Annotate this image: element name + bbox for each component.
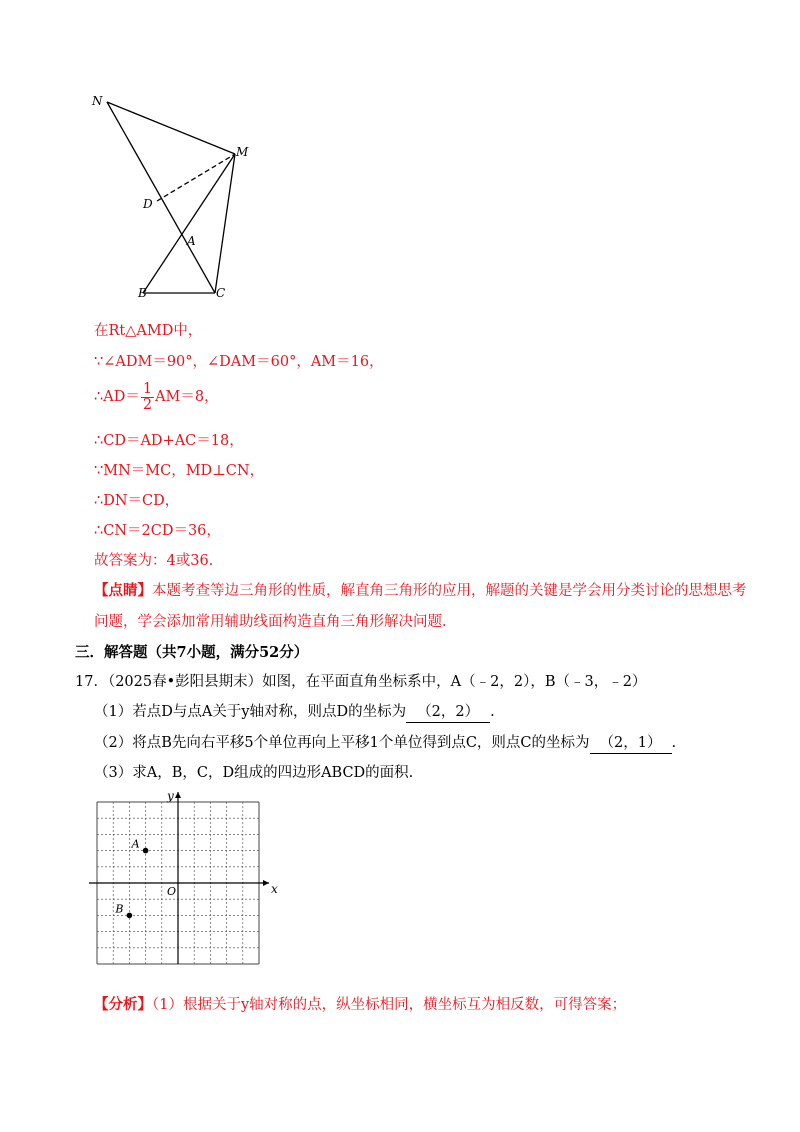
y-axis-arrow (175, 792, 181, 798)
comment-line-1 (94, 581, 747, 601)
comment-tag: 【点睛】 (94, 582, 152, 599)
solution-line-4: ∴CD＝AD+AC＝18， (94, 433, 244, 449)
problem-17-part-1: （1）若点D与点A关于y轴对称，则点D的坐标为 （2，2） . (94, 702, 495, 723)
solution-line-2: ∵∠ADM＝90°，∠DAM＝60°，AM＝16， (94, 354, 384, 370)
point-label-B: B (115, 902, 124, 916)
point-label-A: A (131, 837, 140, 851)
segment-MC (215, 154, 235, 293)
analysis-text: （1）根据关于y轴对称的点，纵坐标相同，横坐标互为相反数，可得答案； (152, 997, 627, 1013)
segment-DM-dashed (157, 154, 235, 201)
label-D: D (143, 197, 153, 211)
fraction-numerator: 1 (142, 380, 153, 397)
fraction-denominator: 2 (142, 396, 153, 413)
part-2-answer: （2，1） (590, 733, 672, 754)
comment-line-2: 问题，学会添加常用辅助线面构造直角三角形解决问题. (94, 614, 447, 630)
segment-NC (107, 102, 215, 293)
part-1-answer: （2，2） (406, 702, 490, 723)
segment-NM (107, 102, 235, 154)
geometry-figure (80, 88, 280, 308)
solution-line-5: ∵MN＝MC，MD⊥CN， (94, 463, 265, 479)
solution-line-1: 在Rt△AMD中， (94, 323, 203, 339)
label-C: C (216, 286, 226, 300)
section-header: 三．解答题（共7小题，满分52分） (75, 644, 309, 661)
comment-text-1: 本题考查等边三角形的性质，解直角三角形的应用，解题的关键是学会用分类讨论的思想思考 (152, 583, 747, 599)
part-2-prefix: （2）将点B先向右平移5个单位再向上平移1个单位得到点C，则点C的坐标为 (94, 735, 590, 751)
label-M: M (236, 145, 249, 159)
solution-line-3-prefix: ∴AD＝ (94, 389, 140, 405)
x-axis-label: x (271, 882, 278, 896)
analysis-line (94, 995, 626, 1015)
point-A (143, 848, 149, 854)
part-1-prefix: （1）若点D与点A关于y轴对称，则点D的坐标为 (94, 704, 407, 720)
point-B (127, 913, 133, 919)
solution-line-6: ∴DN＝CD， (94, 493, 180, 509)
solution-line-3-suffix: AM＝8， (155, 389, 219, 405)
problem-17-part-3: （3）求A，B，C，D组成的四边形ABCD的面积. (94, 765, 414, 781)
solution-line-7: ∴CN＝2CD＝36， (94, 523, 221, 539)
problem-17-intro: 17．（2025春•彭阳县期末）如图，在平面直角坐标系中，A（﹣2，2），B（﹣3，﹣2） (75, 674, 647, 690)
label-B: B (138, 286, 147, 300)
origin-label: O (167, 885, 177, 898)
analysis-tag: 【分析】 (94, 996, 152, 1013)
solution-line-3 (94, 381, 219, 413)
label-N: N (92, 94, 103, 108)
solution-line-8: 故答案为：4或36. (94, 553, 214, 569)
problem-17-part-2: （2）将点B先向右平移5个单位再向上平移1个单位得到点C，则点C的坐标为 （2，1） . (94, 733, 676, 754)
y-axis-label: y (167, 789, 174, 803)
label-A: A (187, 234, 196, 248)
fraction-one-half (141, 382, 154, 413)
coordinate-grid-figure (86, 780, 286, 980)
segment-MB (143, 154, 235, 293)
x-axis-arrow (263, 880, 269, 886)
